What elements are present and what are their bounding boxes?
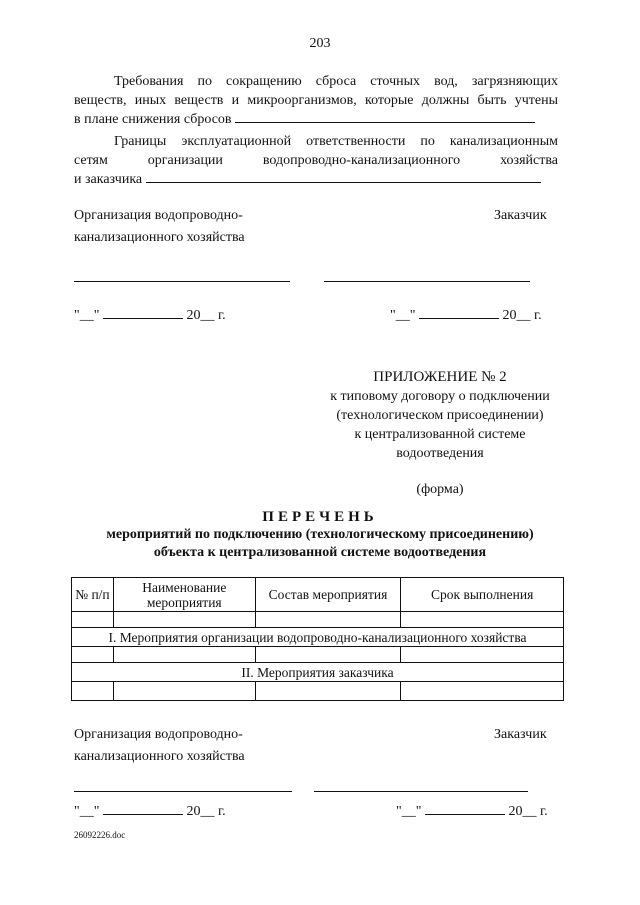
bottom-customer-date-month-blank[interactable] (425, 802, 505, 815)
bottom-customer-signature-line[interactable] (314, 791, 528, 792)
title-main: ПЕРЕЧЕНЬ (262, 509, 378, 525)
table-cell[interactable] (72, 682, 114, 701)
bottom-org-date-day: "__" (74, 804, 100, 819)
document-title (60, 508, 580, 562)
requirements-line-1: Требования по сокращению сброса сточных вод, загрязняющих (114, 74, 558, 89)
bottom-org-signature-line[interactable] (74, 791, 292, 792)
requirements-line-2: веществ, иных веществ и микроорганизмов, которые должны быть учтены (74, 93, 558, 108)
table-cell[interactable] (113, 612, 255, 628)
boundaries-fill-line[interactable] (146, 170, 541, 183)
bottom-customer-date-day: "__" (396, 804, 422, 819)
requirements-line-3 (74, 110, 558, 129)
top-org-signature-line[interactable] (74, 281, 290, 282)
header-composition: Состав мероприятия (255, 578, 401, 612)
bottom-org-date-month-blank[interactable] (103, 802, 183, 815)
page-number: 203 (309, 36, 331, 51)
header-deadline: Срок выполнения (401, 578, 564, 612)
table-cell[interactable] (255, 682, 401, 701)
top-org-date-year: 20__ г. (186, 308, 226, 323)
table-row (72, 682, 564, 701)
requirements-fill-line[interactable] (235, 110, 535, 123)
table-cell[interactable] (401, 682, 564, 701)
top-customer-date (390, 306, 542, 324)
table-cell[interactable] (72, 612, 114, 628)
boundaries-line-3 (74, 170, 558, 189)
top-customer-label: Заказчик (494, 208, 547, 223)
appendix-line-3: к централизованной системе (354, 427, 526, 442)
footer-file-name: 26092226.doc (74, 830, 126, 840)
title-subtitle-2: объекта к централизованной системе водоотведения (153, 545, 487, 560)
boundaries-line-2: сетям организации водопроводно-канализационного хозяйства (74, 153, 558, 168)
table-cell[interactable] (113, 647, 255, 663)
top-customer-signature-line[interactable] (324, 281, 530, 282)
table-header-row (72, 578, 564, 612)
bottom-customer-label: Заказчик (494, 727, 547, 742)
section-2-label: II. Мероприятия заказчика (72, 663, 564, 682)
table-section-row-2 (72, 663, 564, 682)
appendix-form-label: (форма) (416, 482, 464, 497)
top-customer-date-month-blank[interactable] (419, 306, 499, 319)
boundaries-paragraph (74, 132, 558, 189)
table-cell[interactable] (401, 612, 564, 628)
bottom-org-date (74, 802, 226, 820)
requirements-paragraph (74, 72, 558, 129)
bottom-org-line-2: канализационного хозяйства (74, 749, 245, 764)
top-customer-date-day: "__" (390, 308, 416, 323)
boundaries-line-1: Границы эксплуатационной ответственности по канализационным (114, 134, 558, 149)
top-org-label (74, 205, 245, 249)
appendix-line-1: к типовому договору о подключении (330, 389, 550, 404)
appendix-line-4: водоотведения (396, 446, 484, 461)
appendix-line-2: (технологическом присоединении) (336, 408, 544, 423)
title-subtitle-1: мероприятий по подключению (технологическому присоединению) (106, 527, 534, 542)
header-name: Наименование мероприятия (113, 578, 255, 612)
header-number: № п/п (72, 578, 114, 612)
table-section-row-1 (72, 628, 564, 647)
bottom-org-date-year: 20__ г. (186, 804, 226, 819)
table-row (72, 612, 564, 628)
bottom-customer-date-year: 20__ г. (508, 804, 548, 819)
boundaries-line-3-text: и заказчика (74, 172, 143, 187)
bottom-org-label (74, 724, 245, 768)
measures-table (71, 577, 564, 701)
top-org-date-month-blank[interactable] (103, 306, 183, 319)
table-cell[interactable] (401, 647, 564, 663)
table-cell[interactable] (255, 612, 401, 628)
appendix-block (300, 368, 580, 499)
section-1-label: I. Мероприятия организации водопроводно-канализационного хозяйства (72, 628, 564, 647)
top-org-line-2: канализационного хозяйства (74, 230, 245, 245)
top-org-date (74, 306, 226, 324)
top-org-date-day: "__" (74, 308, 100, 323)
top-org-line-1: Организация водопроводно- (74, 208, 243, 223)
table-cell[interactable] (113, 682, 255, 701)
bottom-customer-date (396, 802, 548, 820)
table-cell[interactable] (255, 647, 401, 663)
requirements-line-3-text: в плане снижения сбросов (74, 112, 232, 127)
table-row (72, 647, 564, 663)
top-customer-date-year: 20__ г. (502, 308, 542, 323)
table-cell[interactable] (72, 647, 114, 663)
bottom-org-line-1: Организация водопроводно- (74, 727, 243, 742)
appendix-heading: ПРИЛОЖЕНИЕ № 2 (373, 369, 507, 385)
